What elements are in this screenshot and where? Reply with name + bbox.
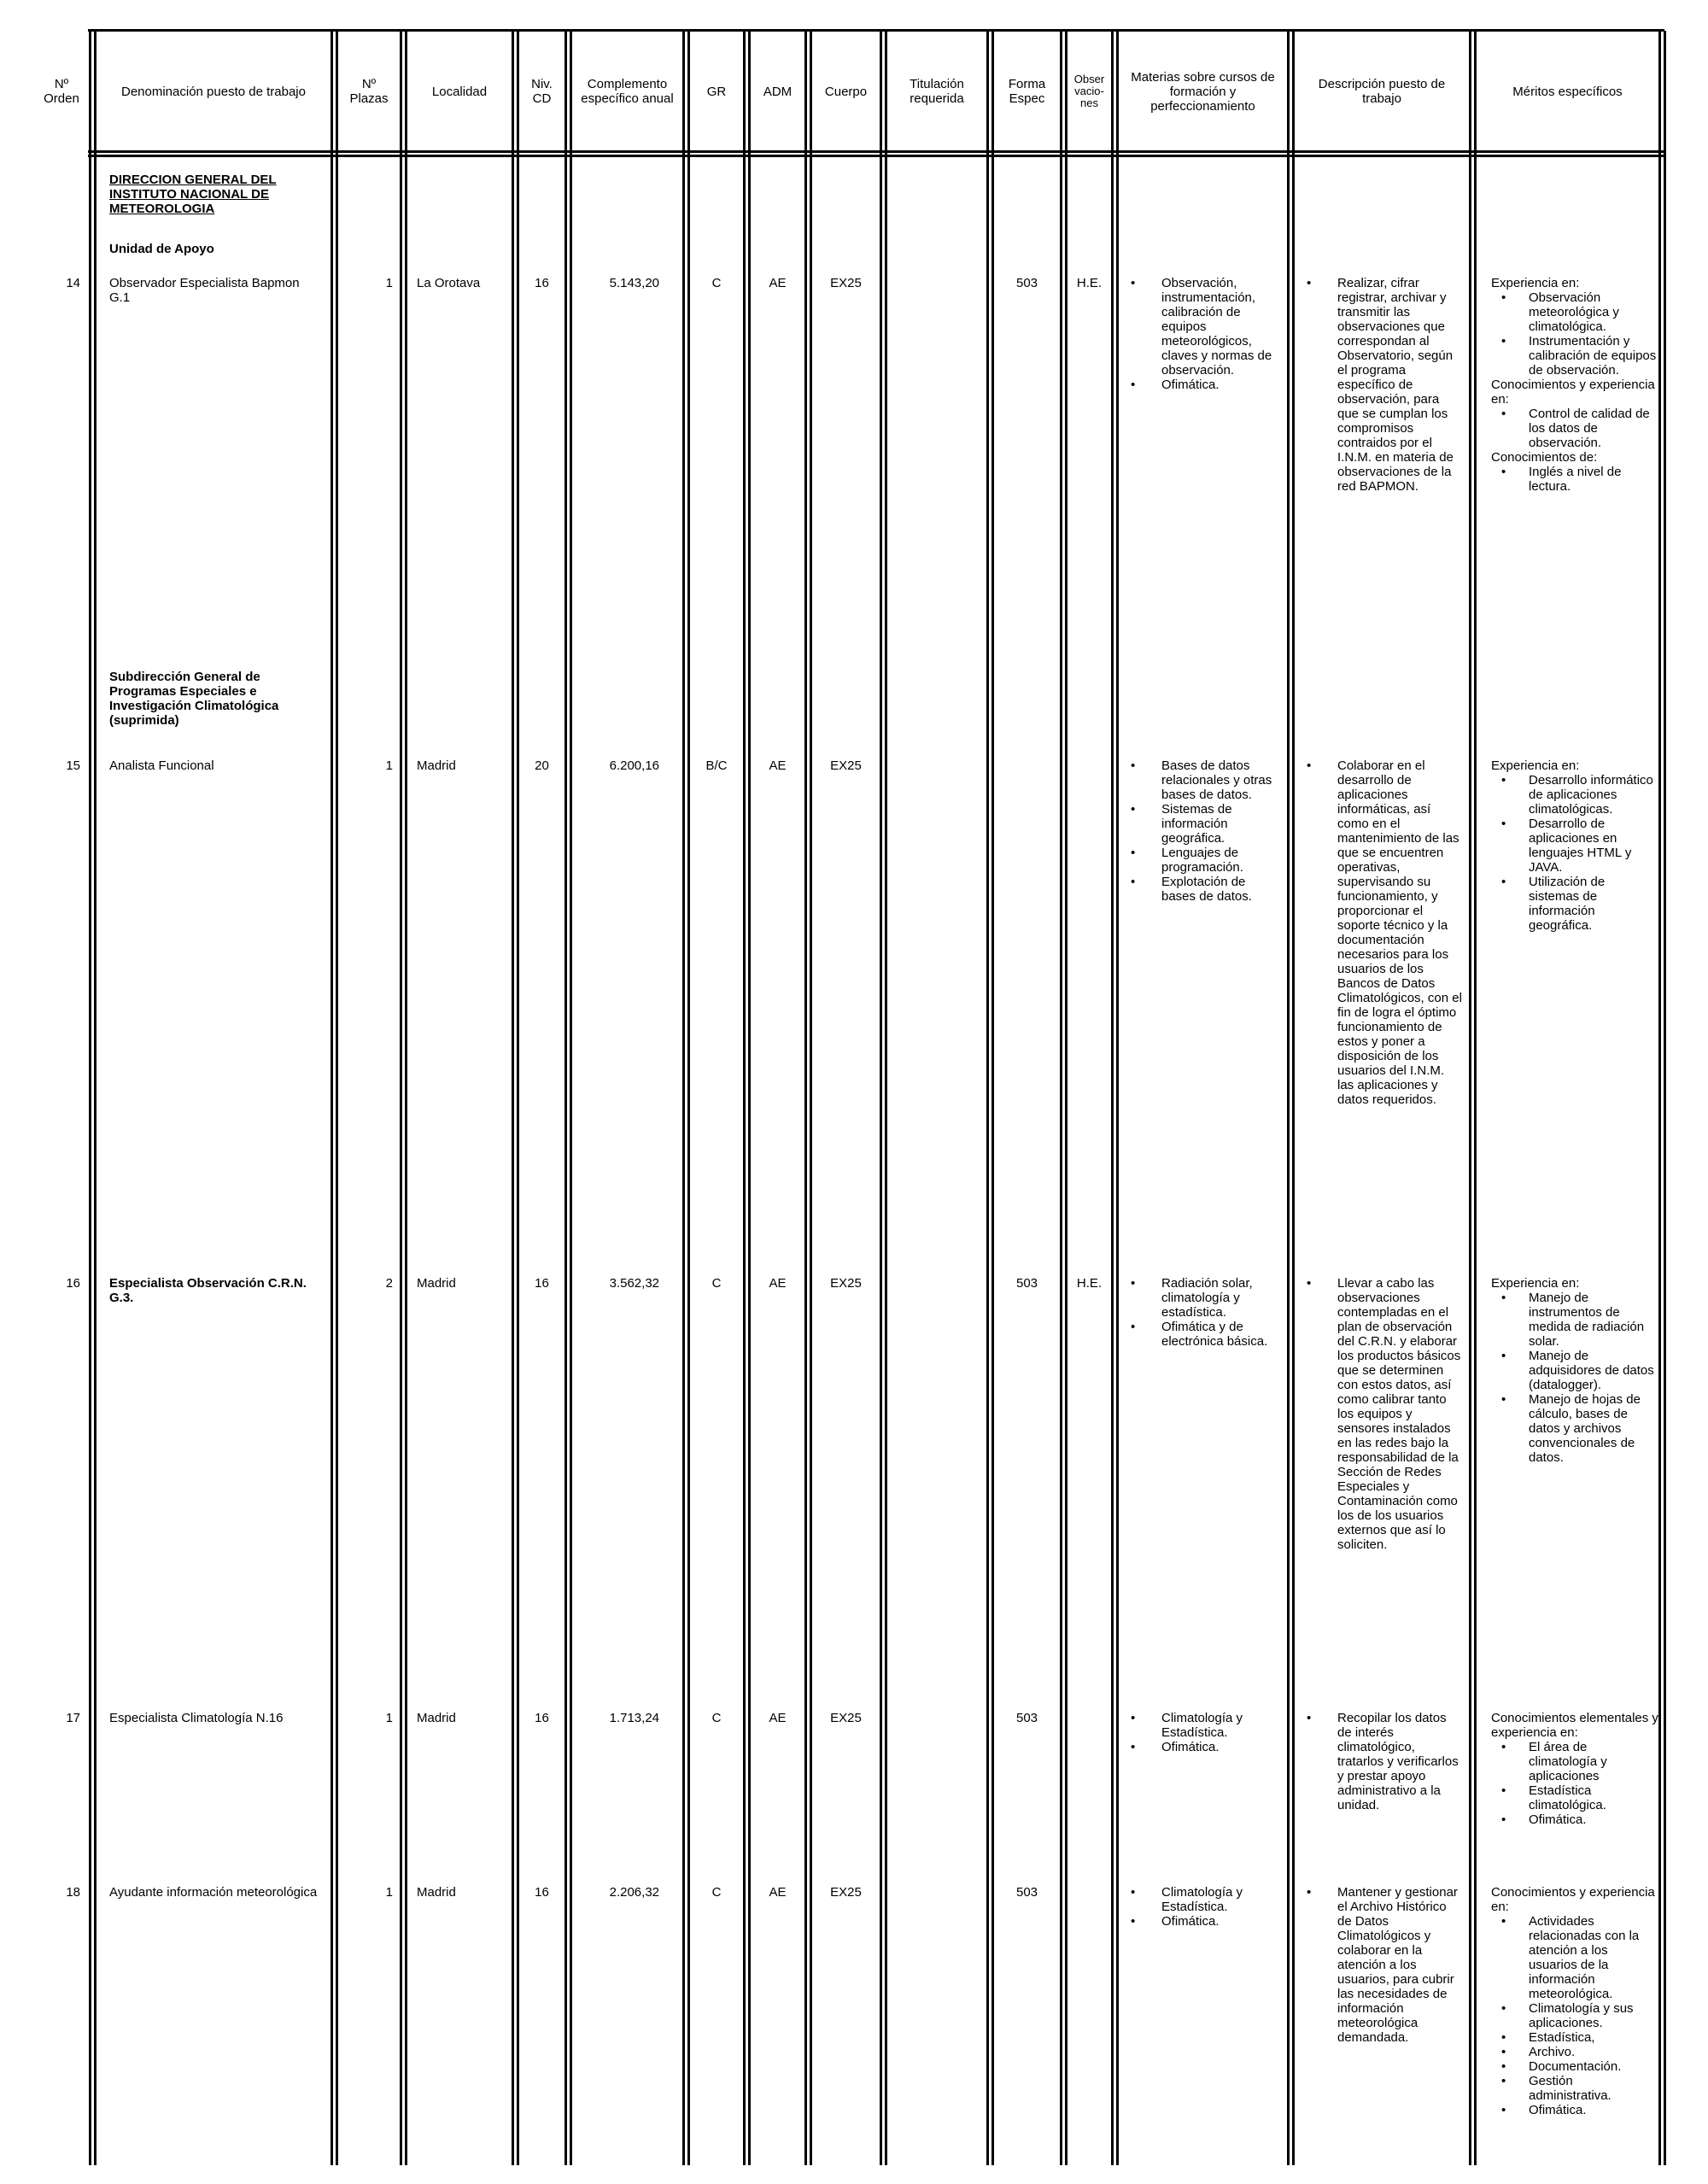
list-item: • Gestión administrativa. — [1491, 2074, 1658, 2103]
column-rule — [1116, 31, 1119, 2165]
merit-list — [1491, 290, 1658, 378]
list-item: • Control de calidad de los datos de observación. — [1491, 407, 1658, 450]
section-dg-title: DIRECCION GENERAL DEL INSTITUTO NACIONAL DE METEOROLOGIA — [109, 173, 277, 216]
row-forma: 503 — [1015, 1885, 1038, 1900]
merit-heading: Experiencia en: — [1491, 1276, 1580, 1291]
row-gr: B/C — [705, 758, 728, 773]
row-localidad: Madrid — [417, 758, 456, 773]
row-forma: 503 — [1015, 1276, 1038, 1291]
row-orden: 16 — [66, 1276, 80, 1291]
row-nivel: 16 — [535, 1276, 549, 1291]
row-cuerpo: EX25 — [830, 1885, 862, 1900]
section-subdireccion: Subdirección General de Programas Especiales e Investigación Climatológica (suprimida) — [109, 670, 279, 728]
list-item: • Colaborar en el desarrollo de aplicaciones informáticas, así como en el mantenimiento de las que se encuentren operativas, supervisando su funcionamiento, y proporcionar el soporte técnico y la documentación necesarios para los usuarios de los Bancos de Datos Climatológicos, con el fin de logra el óptimo funcionamiento de estos y poner a disposición de los usuarios del I.N.M. las aplicaciones y datos requeridos. — [1301, 758, 1462, 1107]
header-materias: Materias sobre cursos de formación y perfeccionamiento — [1131, 69, 1275, 114]
list-item: • Climatología y Estadística. — [1126, 1711, 1279, 1740]
row-cuerpo: EX25 — [830, 276, 862, 290]
row-meritos — [1491, 758, 1658, 933]
header-nivcd: Niv. CD — [531, 77, 553, 106]
row-denominacion: Especialista Climatología N.16 — [109, 1711, 284, 1725]
list-item: • Bases de datos relacionales y otras bases de datos. — [1126, 758, 1279, 802]
list-item: • Observación, instrumentación, calibración de equipos meteorológicos, claves y normas de observación. — [1126, 276, 1279, 378]
merit-list — [1491, 1291, 1658, 1465]
row-orden: 15 — [66, 758, 80, 773]
merit-list — [1491, 407, 1658, 450]
row-descripcion-list — [1301, 276, 1462, 494]
row-meritos — [1491, 1276, 1658, 1465]
row-complemento: 6.200,16 — [609, 758, 659, 773]
column-rule — [804, 31, 807, 2165]
list-item: • Ofimática. — [1491, 1812, 1658, 1827]
row-adm: AE — [769, 1885, 787, 1900]
list-item: • Archivo. — [1491, 2045, 1658, 2059]
row-materias-list — [1126, 1276, 1279, 1349]
column-rule — [1658, 31, 1661, 2165]
list-item: • Realizar, cifrar registrar, archivar y transmitir las observaciones que correspondan al Observatorio, según el programa específico de observación, para que se cumplan los compromisos contraidos por el I.N.M. en materia de observaciones de la red BAPMON. — [1301, 276, 1462, 494]
row-localidad: Madrid — [417, 1276, 456, 1291]
row-descripcion-list — [1301, 1711, 1462, 1812]
row-cuerpo: EX25 — [830, 758, 862, 773]
column-rule — [330, 31, 333, 2165]
list-item: • Manejo de adquisidores de datos (datalogger). — [1491, 1349, 1658, 1392]
column-rule — [1292, 31, 1295, 2165]
row-materias-list — [1126, 758, 1279, 904]
list-item: • Estadística climatológica. — [1491, 1783, 1658, 1812]
column-rule — [1065, 31, 1068, 2165]
row-denominacion: Observador Especialista Bapmon G.1 — [109, 276, 300, 305]
list-item: • Desarrollo informático de aplicaciones climatológicas. — [1491, 773, 1658, 817]
merit-heading: Experiencia en: — [1491, 276, 1580, 290]
row-plazas: 1 — [385, 1711, 393, 1725]
row-observaciones: H.E. — [1076, 276, 1103, 290]
row-complemento: 3.562,32 — [609, 1276, 659, 1291]
row-localidad: Madrid — [417, 1711, 456, 1725]
column-rule — [564, 31, 567, 2165]
row-localidad: Madrid — [417, 1885, 456, 1900]
column-rule — [1469, 31, 1471, 2165]
column-rule — [1664, 31, 1666, 2165]
row-localidad: La Orotava — [417, 276, 481, 290]
header-meritos: Méritos específicos — [1512, 84, 1623, 99]
row-gr: C — [711, 1885, 722, 1900]
column-rule — [748, 31, 751, 2165]
row-nivel: 20 — [535, 758, 549, 773]
column-rule — [517, 31, 519, 2165]
row-gr: C — [711, 1711, 722, 1725]
list-item: • Lenguajes de programación. — [1126, 846, 1279, 875]
row-orden: 14 — [66, 276, 80, 290]
column-rule — [336, 31, 338, 2165]
list-item: • Recopilar los datos de interés climatológico, tratarlos y verificarlos y prestar apoyo administrativo a la unidad. — [1301, 1711, 1462, 1812]
list-item: • Ofimática. — [1126, 1914, 1279, 1929]
list-item: • Ofimática. — [1126, 1740, 1279, 1754]
merit-heading: Conocimientos y experiencia en: — [1491, 378, 1655, 407]
column-rule — [687, 31, 690, 2165]
row-materias-list — [1126, 1885, 1279, 1929]
list-item: • Documentación. — [1491, 2059, 1658, 2074]
column-rule — [880, 31, 882, 2165]
row-cuerpo: EX25 — [830, 1711, 862, 1725]
list-item: • Climatología y sus aplicaciones. — [1491, 2001, 1658, 2030]
table-top-border — [88, 29, 1664, 32]
row-descripcion-list — [1301, 758, 1462, 1107]
row-plazas: 2 — [385, 1276, 393, 1291]
column-rule — [570, 31, 572, 2165]
merit-list — [1491, 1914, 1658, 2117]
column-rule — [1060, 31, 1062, 2165]
column-rule — [885, 31, 887, 2165]
row-complemento: 1.713,24 — [609, 1711, 659, 1725]
list-item: • Estadística, — [1491, 2030, 1658, 2045]
column-rule — [1111, 31, 1114, 2165]
row-plazas: 1 — [385, 1885, 393, 1900]
list-item: • Manejo de hojas de cálculo, bases de datos y archivos convencionales de datos. — [1491, 1392, 1658, 1465]
row-cuerpo: EX25 — [830, 1276, 862, 1291]
header-gr: GR — [706, 84, 727, 99]
list-item: • Observación meteorológica y climatológica. — [1491, 290, 1658, 334]
list-item: • Actividades relacionadas con la atención a los usuarios de la información meteorológica. — [1491, 1914, 1658, 2001]
list-item: • Radiación solar, climatología y estadística. — [1126, 1276, 1279, 1320]
row-denominacion: Especialista Observación C.R.N. G.3. — [109, 1276, 307, 1305]
merit-heading: Experiencia en: — [1491, 758, 1580, 773]
column-rule — [810, 31, 812, 2165]
header-divider-double — [88, 155, 1664, 157]
row-materias-list — [1126, 1711, 1279, 1754]
header-cuerpo: Cuerpo — [824, 84, 868, 99]
row-meritos — [1491, 1711, 1658, 1827]
column-rule — [743, 31, 746, 2165]
list-item: • Utilización de sistemas de información geográfica. — [1491, 875, 1658, 933]
column-rule — [400, 31, 402, 2165]
merit-heading: Conocimientos de: — [1491, 450, 1598, 465]
row-complemento: 2.206,32 — [609, 1885, 659, 1900]
list-item: • Ofimática. — [1491, 2103, 1658, 2117]
header-adm: ADM — [763, 84, 793, 99]
column-rule — [986, 31, 989, 2165]
header-descripcion: Descripción puesto de trabajo — [1318, 77, 1446, 106]
row-materias-list — [1126, 276, 1279, 392]
merit-heading: Conocimientos elementales y experiencia en: — [1491, 1711, 1658, 1740]
row-adm: AE — [769, 1276, 787, 1291]
row-adm: AE — [769, 1711, 787, 1725]
merit-heading: Conocimientos y experiencia en: — [1491, 1885, 1655, 1914]
merit-list — [1491, 465, 1658, 494]
column-rule — [1474, 31, 1477, 2165]
column-rule — [991, 31, 994, 2165]
column-rule — [89, 31, 91, 2165]
row-meritos — [1491, 1885, 1658, 2117]
header-localidad: Localidad — [431, 84, 488, 99]
row-complemento: 5.143,20 — [609, 276, 659, 290]
row-denominacion: Analista Funcional — [109, 758, 214, 773]
list-item: • Sistemas de información geográfica. — [1126, 802, 1279, 846]
header-observaciones: Obser vacio- nes — [1073, 73, 1105, 109]
row-plazas: 1 — [385, 758, 393, 773]
list-item: • Climatología y Estadística. — [1126, 1885, 1279, 1914]
row-descripcion-list — [1301, 1885, 1462, 2045]
column-rule — [512, 31, 514, 2165]
row-orden: 17 — [66, 1711, 80, 1725]
row-observaciones: H.E. — [1076, 1276, 1103, 1291]
list-item: • Instrumentación y calibración de equipos de observación. — [1491, 334, 1658, 378]
list-item: • Explotación de bases de datos. — [1126, 875, 1279, 904]
row-adm: AE — [769, 276, 787, 290]
list-item: • Ofimática. — [1126, 378, 1279, 392]
row-gr: C — [711, 276, 722, 290]
header-plazas: Nº Plazas — [349, 77, 389, 106]
column-rule — [94, 31, 97, 2165]
list-item: • Inglés a nivel de lectura. — [1491, 465, 1658, 494]
list-item: • Llevar a cabo las observaciones contempladas en el plan de observación del C.R.N. y elaborar los productos básicos que se determinen con estos datos, así como calibrar tanto los equipos y sensores instalados en las redes bajo la responsabilidad de la Sección de Redes Especiales y Contaminación como los de los usuarios externos que así lo soliciten. — [1301, 1276, 1462, 1552]
row-adm: AE — [769, 758, 787, 773]
list-item: • Desarrollo de aplicaciones en lenguajes HTML y JAVA. — [1491, 817, 1658, 875]
row-nivel: 16 — [535, 1885, 549, 1900]
row-nivel: 16 — [535, 276, 549, 290]
list-item: • Mantener y gestionar el Archivo Histórico de Datos Climatológicos y colaborar en la atención a los usuarios, para cubrir las necesidades de información meteorológica demandada. — [1301, 1885, 1462, 2045]
row-forma: 503 — [1015, 276, 1038, 290]
row-denominacion: Ayudante información meteorológica — [109, 1885, 318, 1900]
header-denominacion: Denominación puesto de trabajo — [121, 84, 306, 99]
header-complemento: Complemento específico anual — [581, 77, 674, 106]
merit-list — [1491, 773, 1658, 933]
column-rule — [682, 31, 685, 2165]
header-divider — [88, 150, 1664, 153]
section-unidad-apoyo: Unidad de Apoyo — [109, 242, 214, 256]
list-item: • El área de climatología y aplicaciones — [1491, 1740, 1658, 1783]
header-forma: Forma Espec — [1008, 77, 1046, 106]
row-gr: C — [711, 1276, 722, 1291]
header-titulacion: Titulación requerida — [910, 77, 964, 106]
column-rule — [405, 31, 407, 2165]
row-forma: 503 — [1015, 1711, 1038, 1725]
row-nivel: 16 — [535, 1711, 549, 1725]
column-rule — [1287, 31, 1290, 2165]
list-item: • Ofimática y de electrónica básica. — [1126, 1320, 1279, 1349]
list-item: • Manejo de instrumentos de medida de radiación solar. — [1491, 1291, 1658, 1349]
merit-list — [1491, 1740, 1658, 1827]
row-descripcion-list — [1301, 1276, 1462, 1552]
row-meritos — [1491, 276, 1658, 494]
header-orden: Nº Orden — [44, 77, 79, 106]
row-orden: 18 — [66, 1885, 80, 1900]
row-plazas: 1 — [385, 276, 393, 290]
